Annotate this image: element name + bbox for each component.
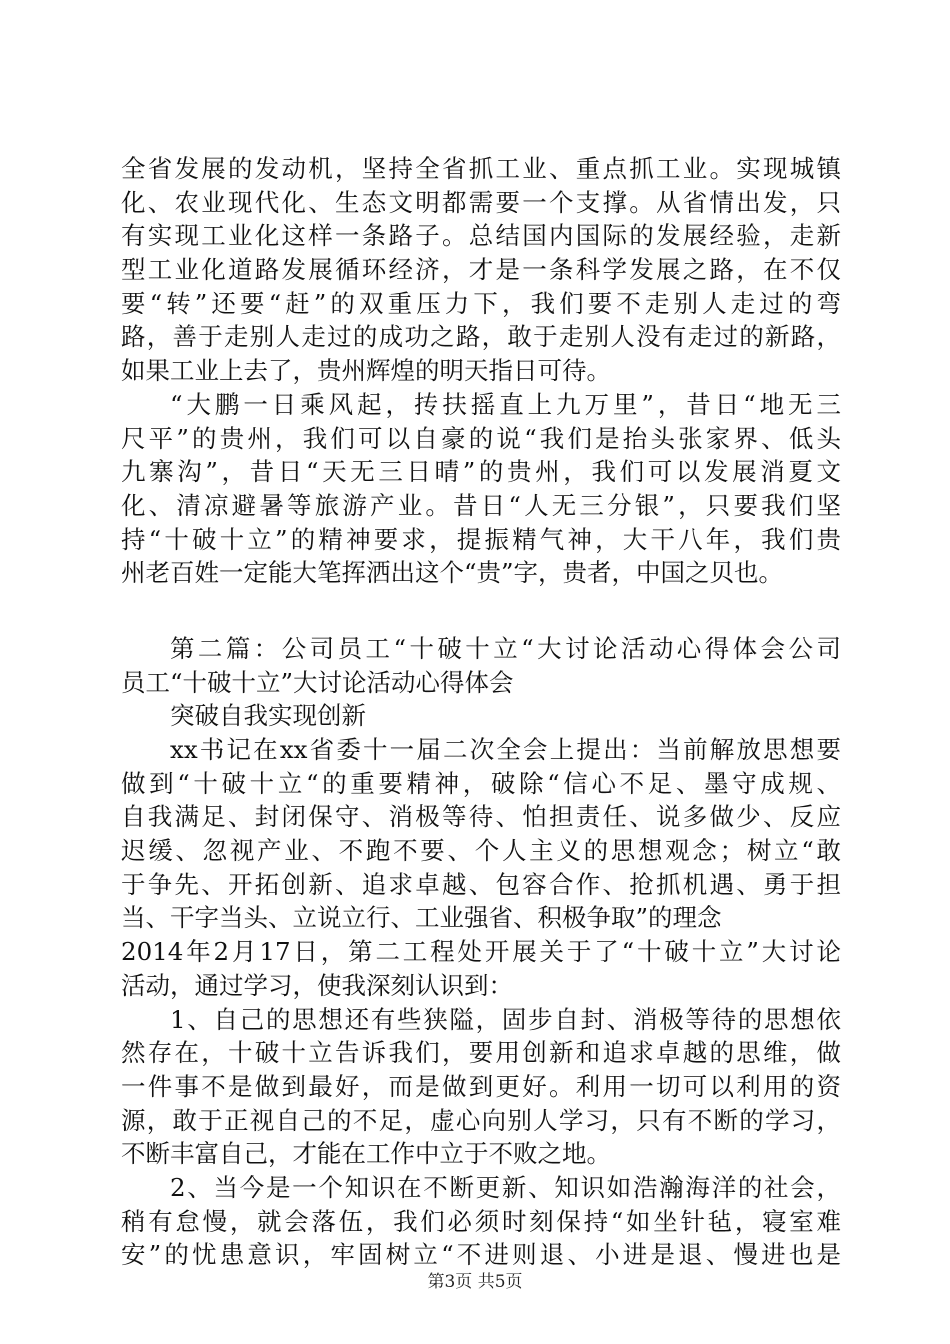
title-line: 第二篇：公司员工“十破十立“大讨论活动心得体会公司 — [170, 633, 841, 663]
text-line: 持“十破十立”的精神要求，提振精气神，大干八年，我们贵 — [121, 524, 841, 554]
title-line: 员工“十破十立”大讨论活动心得体会 — [121, 667, 514, 697]
text-line: 1、自己的思想还有些狭隘，固步自封、消极等待的思想依 — [170, 1004, 841, 1034]
text-line: 安”的忧患意识，牢固树立“不进则退、小进是退、慢进也是 — [121, 1240, 841, 1270]
text-line: 有实现工业化这样一条路子。总结国内国际的发展经验，走新 — [121, 221, 841, 251]
document-body — [121, 152, 841, 1272]
text-line: 稍有怠慢，就会落伍，我们必须时刻保持“如坐针毡，寝室难 — [121, 1206, 841, 1236]
text-line: 于争先、开拓创新、追求卓越、包容合作、抢抓机遇、勇于担 — [121, 869, 841, 899]
section-gap — [121, 590, 841, 632]
text-line: 如果工业上去了，贵州辉煌的明天指日可待。 — [121, 356, 611, 386]
text-line: 型工业化道路发展循环经济，才是一条科学发展之路，在不仅 — [121, 255, 841, 285]
paragraph-ten-breaks — [121, 733, 841, 1003]
text-line: 化、农业现代化、生态文明都需要一个支撑。从省情出发，只 — [121, 187, 841, 217]
text-line: 州老百姓一定能大笔挥洒出这个“贵”字，贵者，中国之贝也。 — [121, 558, 784, 588]
text-line: 尺平”的贵州，我们可以自豪的说“我们是抬头张家界、低头 — [121, 423, 841, 453]
text-line: 然存在，十破十立告诉我们，要用创新和追求卓越的思维，做 — [121, 1038, 841, 1068]
paragraph-guizhou — [121, 388, 841, 590]
text-line: 化、清凉避暑等旅游产业。昔日“人无三分银”，只要我们坚 — [121, 490, 841, 520]
text-line: 自我满足、封闭保守、消极等待、怕担责任、说多做少、反应 — [121, 802, 841, 832]
section-subtitle: 突破自我实现创新 — [170, 701, 366, 731]
text-line: 源，敢于正视自己的不足，虚心向别人学习，只有不断的学习， — [121, 1105, 841, 1135]
text-line: 迟缓、忽视产业、不跑不要、个人主义的思想观念；树立“敢 — [121, 836, 841, 866]
text-line: 不断丰富自己，才能在工作中立于不败之地。 — [121, 1139, 611, 1169]
paragraph-point-2 — [121, 1171, 841, 1272]
paragraph-point-1 — [121, 1003, 841, 1171]
page-number-footer: 第3页 共5页 — [427, 1272, 523, 1292]
text-line: 当、干字当头、立说立行、工业强省、积极争取”的理念 — [121, 903, 722, 933]
section-title — [121, 632, 841, 699]
text-line: 2014年2月17日，第二工程处开展关于了“十破十立”大讨论 — [121, 937, 841, 967]
text-line: 活动，通过学习，使我深刻认识到： — [121, 970, 513, 1000]
text-line: 九寨沟”，昔日“天无三日晴”的贵州，我们可以发展消夏文 — [121, 457, 841, 487]
text-line: 要“转”还要“赶”的双重压力下，我们要不走别人走过的弯 — [121, 288, 841, 318]
text-line: 路，善于走别人走过的成功之路，敢于走别人没有走过的新路， — [121, 322, 841, 352]
text-line: xx书记在xx省委十一届二次全会上提出：当前解放思想要 — [170, 735, 841, 764]
text-line: 2、当今是一个知识在不断更新、知识如浩瀚海洋的社会， — [170, 1172, 841, 1202]
paragraph-industry — [121, 152, 841, 388]
text-line: “大鹏一日乘风起，抟扶摇直上九万里”，昔日“地无三 — [170, 389, 841, 419]
text-line: 做到“十破十立“的重要精神，破除“信心不足、墨守成规、 — [121, 768, 841, 798]
text-line: 全省发展的发动机，坚持全省抓工业、重点抓工业。实现城镇 — [121, 154, 841, 183]
text-line: 一件事不是做到最好，而是做到更好。利用一切可以利用的资 — [121, 1071, 841, 1101]
